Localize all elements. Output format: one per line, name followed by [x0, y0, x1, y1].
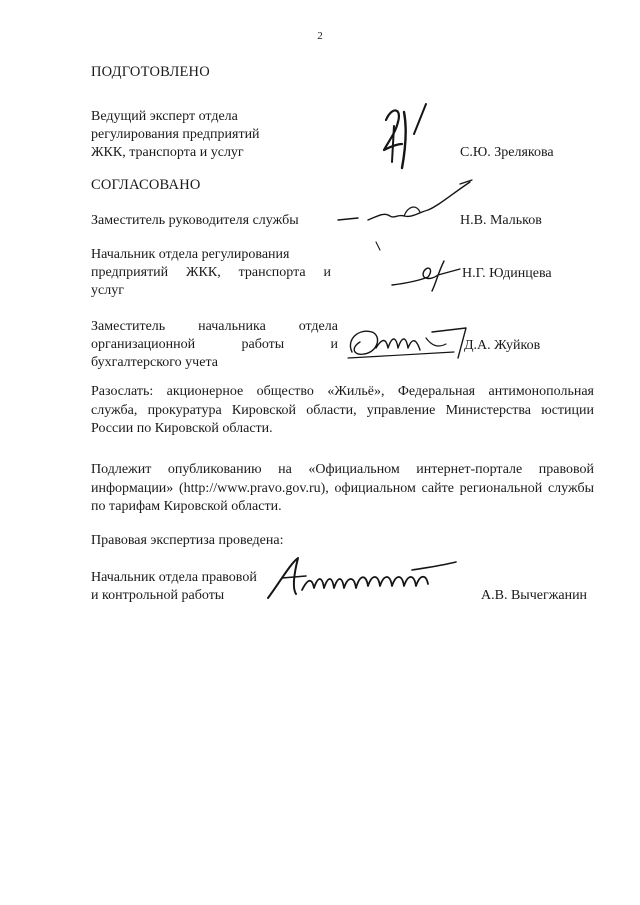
- head-regulation-line-2: [91, 264, 331, 282]
- head-regulation-name: Н.Г. Юдинцева: [462, 266, 552, 281]
- head-regulation-word: ЖКК,: [186, 265, 221, 280]
- head-regulation-word: и: [323, 265, 331, 280]
- deputy-org-line-1: [91, 318, 338, 336]
- deputy-head-name: Н.В. Мальков: [460, 213, 542, 228]
- deputy-org-word: начальника: [198, 319, 266, 334]
- head-regulation-word: предприятий: [91, 265, 169, 280]
- deputy-org-line-3: бухгалтерского учета: [91, 355, 218, 370]
- distribution-list: Разослать: акционерное общество «Жильё», Федеральная антимонопольная служба, прокуратура Кировской области, управление Министерства юстиции России по Кировской области.: [91, 384, 594, 436]
- deputy-org-word: организационной: [91, 337, 196, 352]
- prepared-heading: ПОДГОТОВЛЕНО: [91, 64, 210, 80]
- page-number: 2: [317, 30, 323, 42]
- signature-vychegzhanin: [262, 552, 462, 604]
- legal-review-position-line-1: Начальник отдела правовой: [91, 570, 257, 585]
- prepared-signer-name: С.Ю. Зрелякова: [460, 145, 554, 160]
- prepared-position-line-1: Ведущий эксперт отдела: [91, 109, 238, 124]
- signature-zhuykov: [342, 318, 472, 368]
- legal-review-position-line-2: и контрольной работы: [91, 588, 225, 603]
- deputy-org-line-2: [91, 336, 338, 354]
- prepared-position-line-2: регулирования предприятий: [91, 127, 260, 142]
- signature-yudintseva: [388, 255, 468, 295]
- deputy-head-position: Заместитель руководителя службы: [91, 213, 299, 228]
- deputy-org-word: и: [330, 337, 338, 352]
- legal-review-name: А.В. Вычегжанин: [481, 588, 588, 603]
- agreed-heading: СОГЛАСОВАНО: [91, 177, 201, 193]
- head-regulation-word: транспорта: [238, 265, 306, 280]
- deputy-org-word: Заместитель: [91, 319, 166, 334]
- publication-note: Подлежит опубликованию на «Официальном интернет-портале правовой информации» (http://www.pravo.gov.ru), официальном сайте региональной службы по тарифам Кировской области.: [91, 462, 594, 514]
- head-regulation-line-1: Начальник отдела регулирования: [91, 247, 290, 262]
- head-regulation-line-3: услуг: [91, 283, 124, 298]
- legal-review-statement: Правовая экспертиза проведена:: [91, 533, 284, 548]
- deputy-org-name: Д.А. Жуйков: [464, 338, 541, 353]
- deputy-org-word: отдела: [298, 319, 338, 334]
- signature-malkov: [334, 176, 479, 256]
- prepared-position-line-3: ЖКК, транспорта и услуг: [91, 145, 244, 160]
- deputy-org-word: работы: [241, 337, 285, 352]
- signature-zrelyakova: [378, 98, 438, 178]
